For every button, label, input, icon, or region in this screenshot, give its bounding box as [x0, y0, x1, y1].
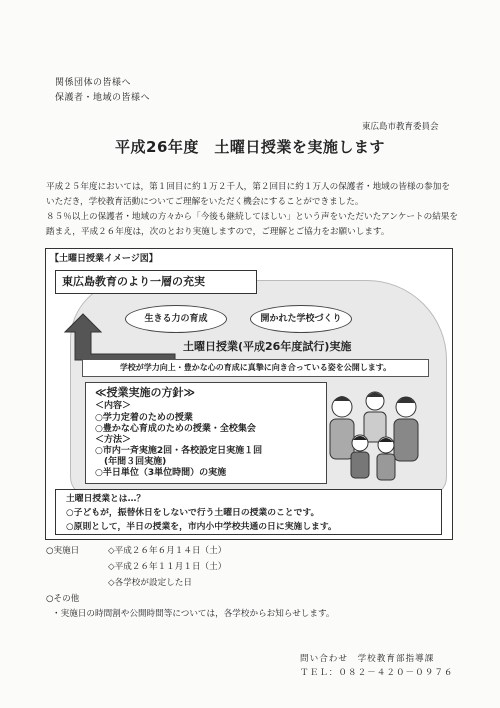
saturday-class-label: 土曜日授業(平成26年度試行)実施 — [183, 340, 352, 353]
figure-caption: 【土曜日授業イメージ図】 — [50, 254, 158, 264]
policy-title: ≪授業実施の方針≫ — [95, 386, 196, 399]
intro-paragraph-1: 平成２５年度においては，第１回目に約１万２千人，第２回目に約１万人の保護者・地域の皆様の参加をいただき，学校教育活動についてご理解をいただく機会にすることができました。 — [46, 182, 450, 207]
figure-header: 東広島教育のより一層の充実 — [55, 270, 257, 294]
policy-line: ○市内一斉実施2回・各校設定日実施１回 — [95, 446, 263, 456]
policy-line: ○学力定着のための授業 — [95, 413, 193, 423]
implementation-label: ○実施日 — [46, 546, 80, 556]
contact-tel: ＴＥＬ：０８２－４２０－０９７６ — [300, 668, 454, 678]
policy-line: ○豊かな心育成のための授業・全校集会 — [95, 424, 256, 434]
policy-line: ○半日単位（3単位時間）の実施 — [95, 468, 227, 478]
addressee-organizations: 関係団体の皆様へ — [55, 78, 132, 88]
addressee-guardians: 保護者・地域の皆様へ — [55, 93, 151, 103]
other-label: ○その他 — [46, 594, 80, 604]
issuer: 東広島市教育委員会 — [362, 122, 439, 132]
implementation-date: ◇平成２６年６月１４日（土） — [108, 546, 227, 556]
intro-paragraph-2: ８５％以上の保護者・地域の方々から「今後も継続してほしい」という声をいただいたアンケートの結果を踏まえ，平成２６年度は，次のとおり実施しますので，ご理解とご協力をお願いします。 — [46, 212, 458, 237]
family-illustration-icon — [320, 385, 430, 485]
policy-line: (年間３回実施) — [95, 457, 167, 467]
oval-zest-for-living: 生きる力の育成 — [125, 305, 227, 333]
implementation-date: ◇平成２６年１１月１日（土） — [108, 562, 227, 572]
page-title: 平成26年度 土曜日授業を実施します — [115, 138, 385, 156]
info-line: ○子どもが，振替休日をしないで行う土曜日の授業のことです。 — [66, 508, 320, 518]
goal-statement: 学校が学力向上・豊かな心の育成に真摯に向き合っている姿を公開します。 — [82, 359, 429, 377]
policy-line: ＜方法＞ — [95, 435, 132, 445]
other-text: ・実施日の時間割や公開時間等については，各学校からお知らせします。 — [52, 609, 335, 619]
implementation-date: ◇各学校が設定した日 — [108, 578, 192, 588]
oval-open-school: 開かれた学校づくり — [250, 305, 352, 333]
up-arrow-icon — [55, 312, 185, 362]
policy-line: ＜内容＞ — [95, 401, 132, 411]
info-heading: 土曜日授業とは…？ — [66, 494, 146, 504]
contact-label: 問い合わせ 学校教育部指導課 — [300, 654, 435, 664]
info-line: ○原則として，半日の授業を，市内小中学校共通の日に実施します。 — [66, 522, 337, 532]
